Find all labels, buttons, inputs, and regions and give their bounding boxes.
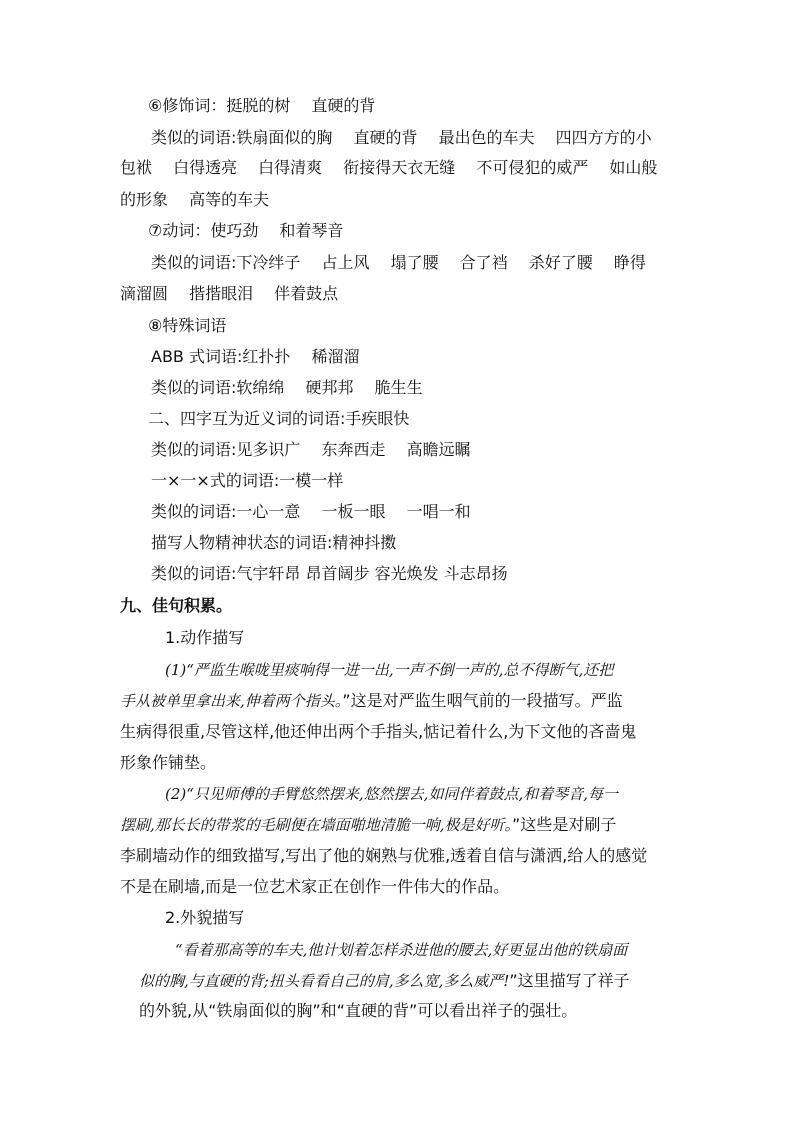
abb-words-line: ABB 式词语:红扑扑 稀溜溜 [151, 347, 360, 366]
paragraph-line [139, 971, 630, 991]
commentary-text: ”这些是对刷子 [512, 815, 617, 834]
pattern-words-line: 一×一×式的词语:一模一样 [151, 471, 344, 490]
similar-words-line: 类似的词语:见多识广 东奔西走 高瞻远瞩 [151, 440, 471, 459]
similar-words-line: 类似的词语:气宇轩昂 昂首阔步 容光焕发 斗志昂扬 [151, 564, 508, 583]
subsection-heading: 1.动作描写 [165, 628, 245, 647]
verb-words-line: ⑦动词：使巧劲 和着琴音 [148, 221, 344, 240]
paragraph-line: 李刷墙动作的细致描写,写出了他的娴熟与优雅,透着自信与潇洒,给人的感觉 [120, 846, 648, 865]
paragraph-line: 的外貌,从“铁扇面似的胸”和“直硬的背”可以看出祥子的强壮。 [139, 1001, 578, 1020]
quote-text: “看着那高等的车夫,他计划着怎样杀进他的腰去,好更显出他的铁扇面 [175, 941, 628, 959]
quote-text: 摆刷,那长长的带浆的毛刷便在墙面啪地清脆一响,极是好听。 [120, 816, 513, 834]
quote-text: 手从被单里拿出来,伸着两个指头。 [120, 692, 343, 710]
paragraph-line [120, 815, 616, 835]
spirit-words-line: 描写人物精神状态的词语:精神抖擞 [151, 533, 397, 552]
similar-words-line: 的形象 高等的车夫 [120, 190, 270, 209]
special-words-heading: ⑧特殊词语 [148, 316, 227, 335]
similar-words-line: 类似的词语:铁扇面似的胸 直硬的背 最出色的车夫 四四方方的小 [151, 128, 652, 147]
paragraph-line [120, 691, 623, 711]
section-heading: 九、佳句积累。 [120, 596, 233, 615]
similar-words-line: 类似的词语:一心一意 一板一眼 一唱一和 [151, 502, 471, 521]
subsection-heading: 2.外貌描写 [165, 908, 245, 927]
modifier-words-line: ⑥修饰词：挺脱的树 直硬的背 [148, 96, 376, 115]
synonym-words-line: 二、四字互为近义词的词语:手疾眼快 [148, 409, 410, 428]
quote-text: 似的胸,与直硬的背;扭头看看自己的肩,多么宽,多么威严! [139, 972, 510, 990]
similar-words-line: 滴溜圆 揩揩眼泪 伴着鼓点 [120, 284, 339, 303]
commentary-text: ”这里描写了祥子 [509, 971, 630, 990]
paragraph-line: 形象作铺垫。 [120, 753, 217, 772]
similar-words-line: 类似的词语:软绵绵 硬邦邦 脆生生 [151, 378, 423, 397]
commentary-text: ”这是对严监生咽气前的一段描写。严监 [342, 691, 623, 710]
quote-text: (1)“严监生喉咙里痰响得一进一出,一声不倒一声的,总不得断气,还把 [165, 661, 614, 679]
paragraph-line [165, 660, 613, 680]
similar-words-line: 类似的词语:下冷绊子 占上风 塌了腰 合了裆 杀好了腰 睁得 [151, 253, 646, 272]
similar-words-line: 包袱 白得透亮 白得清爽 衔接得天衣无缝 不可侵犯的威严 如山般 [120, 158, 658, 177]
quote-text: (2)“只见师傅的手臂悠然摆来,悠然摆去,如同伴着鼓点,和着琴音,每一 [165, 785, 618, 803]
paragraph-line [175, 940, 627, 960]
paragraph-line [165, 784, 618, 804]
paragraph-line: 不是在刷墙,而是一位艺术家正在创作一件伟大的作品。 [120, 877, 510, 896]
paragraph-line: 生病得很重,尽管这样,他还伸出两个手指头,惦记着什么,为下文他的吝啬鬼 [120, 722, 637, 741]
